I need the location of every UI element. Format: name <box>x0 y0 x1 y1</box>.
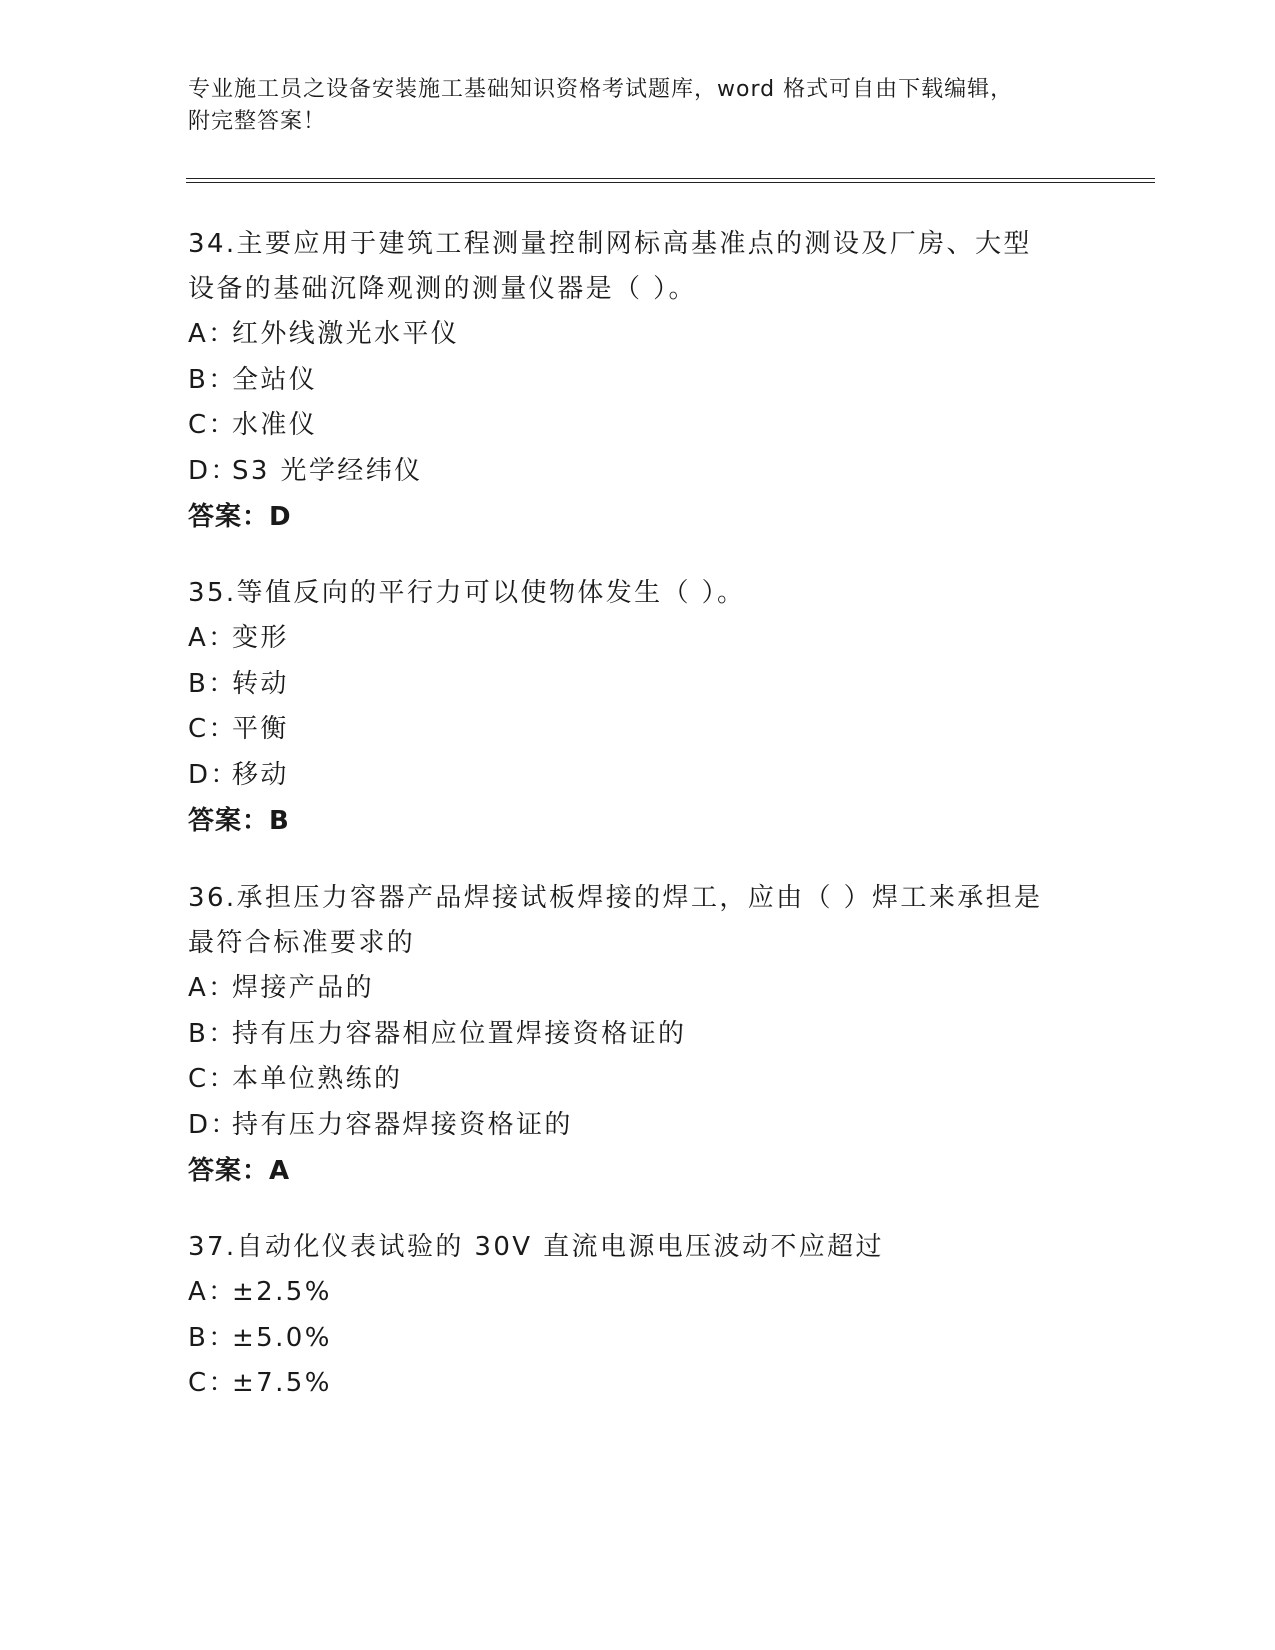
answer-label: 答案：B <box>188 806 290 836</box>
option-letter: B： <box>188 1018 237 1049</box>
option-letter: C： <box>188 1368 237 1398</box>
option-c <box>188 707 1088 753</box>
option-letter: C： <box>188 1064 237 1094</box>
option-text: 持有压力容器相应位置焊接资格证的 <box>232 1018 687 1049</box>
question-34 <box>188 222 1088 540</box>
option-b <box>188 662 1088 708</box>
option-text: S3 光学经纬仪 <box>232 455 423 486</box>
question-text: 35.等值反向的平行力可以使物体发生（ ）。 <box>188 578 746 608</box>
option-letter: D： <box>188 759 239 790</box>
option-letter: A： <box>188 319 237 349</box>
option-b <box>188 1012 1088 1058</box>
option-letter: A： <box>188 623 237 653</box>
option-letter: A： <box>188 973 237 1003</box>
option-letter: B： <box>188 668 237 699</box>
question-37 <box>188 1225 1088 1407</box>
option-d <box>188 753 1088 799</box>
option-letter: C： <box>188 714 237 744</box>
option-letter: B： <box>188 364 237 395</box>
option-text: ±5.0% <box>232 1322 332 1353</box>
option-text: ±7.5% <box>232 1368 332 1398</box>
option-letter: D： <box>188 455 239 486</box>
question-text: 36.承担压力容器产品焊接试板焊接的焊工，应由（ ）焊工来承担是最符合标准要求的 <box>188 883 1043 958</box>
header-line-2: 附完整答案！ <box>188 109 327 134</box>
option-letter: A： <box>188 1277 237 1307</box>
option-d <box>188 1103 1088 1149</box>
option-text: 焊接产品的 <box>232 973 375 1003</box>
option-text: 水准仪 <box>232 410 318 440</box>
option-letter: C： <box>188 410 237 440</box>
option-a <box>188 312 1088 358</box>
option-text: 本单位熟练的 <box>232 1064 403 1094</box>
option-a <box>188 616 1088 662</box>
option-text: 红外线激光水平仪 <box>232 319 460 349</box>
option-a <box>188 966 1088 1012</box>
document-header <box>188 74 1088 138</box>
option-text: 平衡 <box>232 714 289 744</box>
option-text: 全站仪 <box>232 364 318 395</box>
question-text: 34.主要应用于建筑工程测量控制网标高基准点的测设及厂房、大型设备的基础沉降观测的测量仪器是（ ）。 <box>188 229 1032 304</box>
option-b <box>188 358 1088 404</box>
header-divider <box>186 178 1155 183</box>
option-text: 持有压力容器焊接资格证的 <box>232 1109 573 1140</box>
option-letter: B： <box>188 1322 237 1353</box>
question-35 <box>188 571 1088 844</box>
answer-label: 答案：A <box>188 1156 291 1186</box>
option-text: 移动 <box>232 759 289 790</box>
question-36 <box>188 876 1088 1194</box>
option-text: 转动 <box>232 668 289 699</box>
header-line-1: 专业施工员之设备安装施工基础知识资格考试题库，word 格式可自由下载编辑， <box>188 77 1014 102</box>
option-c <box>188 1057 1088 1103</box>
option-c <box>188 403 1088 449</box>
answer-label: 答案：D <box>188 502 292 532</box>
option-text: 变形 <box>232 623 289 653</box>
option-b <box>188 1316 1088 1362</box>
option-text: ±2.5% <box>232 1277 332 1307</box>
question-text: 37.自动化仪表试验的 30V 直流电源电压波动不应超过 <box>188 1232 884 1262</box>
option-c <box>188 1361 1088 1407</box>
option-letter: D： <box>188 1109 239 1140</box>
option-a <box>188 1270 1088 1316</box>
option-d <box>188 449 1088 495</box>
